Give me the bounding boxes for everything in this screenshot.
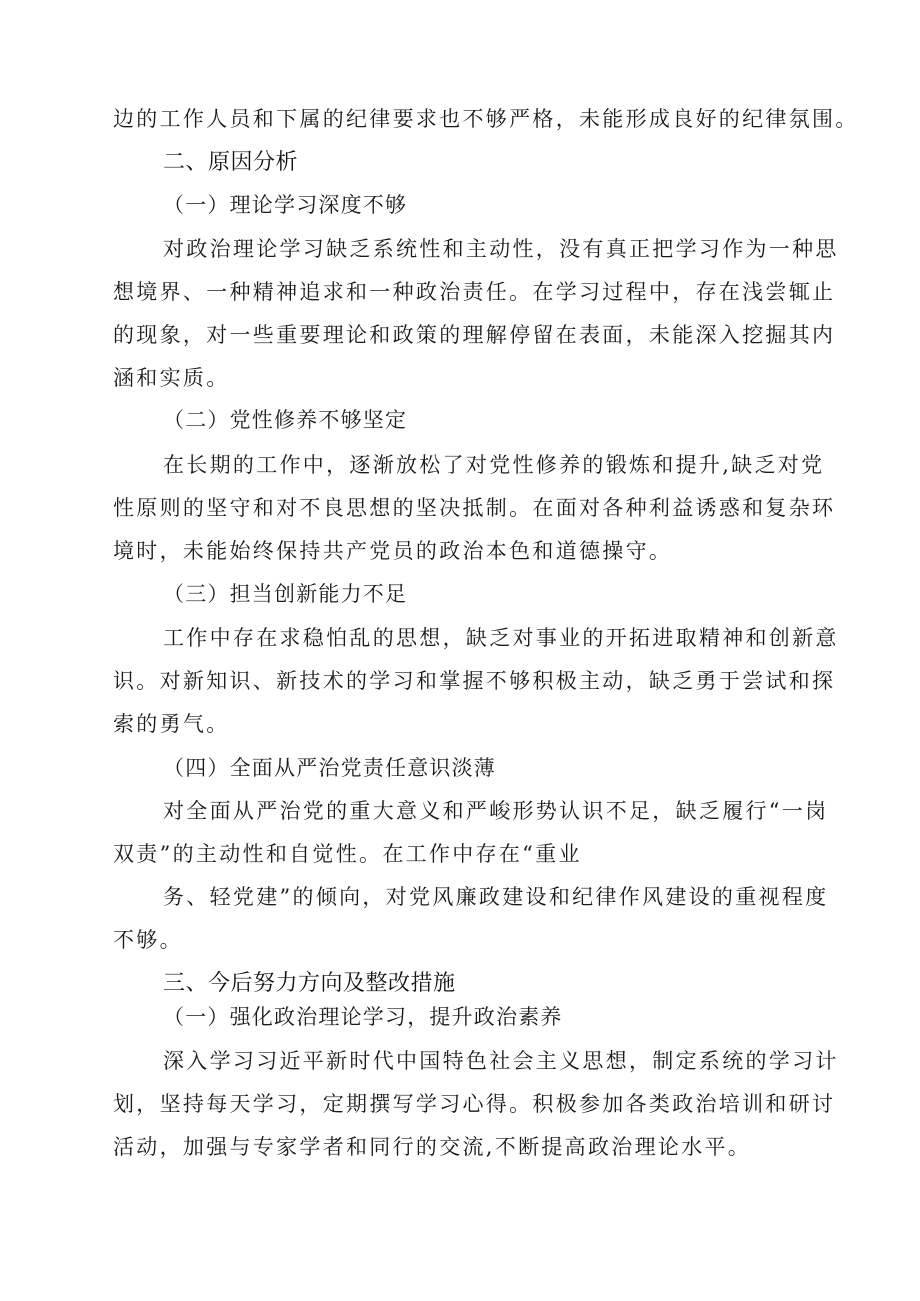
body-line: 的现象，对一些重要理论和政策的理解停留在表面，未能深入挖掘其内 (113, 323, 836, 347)
body-line: 对政治理论学习缺乏系统性和主动性，没有真正把学习作为一种思 (163, 237, 839, 261)
body-line: 活动，加强与专家学者和同行的交流,不断提高政治理论水平。 (113, 1135, 752, 1159)
subsection-heading: （四）全面从严治党责任意识淡薄 (163, 756, 496, 780)
body-line: 工作中存在求稳怕乱的思想，缺乏对事业的开拓进取精神和创新意 (163, 626, 839, 650)
subsection-heading: （一）强化政治理论学习，提升政治素养 (163, 1005, 563, 1029)
body-line: 不够。 (113, 928, 183, 952)
body-line: 边的工作人员和下属的纪律要求也不够严格，未能形成良好的纪律氛围。 (113, 107, 859, 131)
body-line: 划，坚持每天学习，定期撰写学习心得。积极参加各类政治培训和研讨 (113, 1092, 836, 1116)
subsection-heading: （一）理论学习深度不够 (163, 193, 408, 217)
body-line: 索的勇气。 (113, 712, 230, 736)
body-line: 性原则的坚守和对不良思想的坚决抵制。在面对各种利益诱惑和复杂环 (113, 496, 836, 520)
body-line: 深入学习习近平新时代中国特色社会主义思想，制定系统的学习计 (163, 1049, 839, 1073)
subsection-heading: （三）担当创新能力不足 (163, 582, 408, 606)
section-heading: 三、今后努力方向及整改措施 (163, 971, 456, 996)
section-heading: 二、原因分析 (163, 150, 299, 175)
body-line: 务、轻党建”的倾向，对党风廉政建设和纪律作风建设的重视程度 (163, 885, 829, 909)
body-line: 对全面从严治党的重大意义和严峻形势认识不足，缺乏履行“一岗 (163, 799, 829, 823)
subsection-heading: （二）党性修养不够坚定 (163, 408, 408, 432)
body-line: 境时，未能始终保持共产党员的政治本色和道德操守。 (113, 539, 673, 563)
body-line: 涵和实质。 (113, 366, 230, 390)
body-line: 识。对新知识、新技术的学习和掌握不够积极主动，缺乏勇于尝试和探 (113, 669, 836, 693)
body-line: 在长期的工作中，逐渐放松了对党性修养的锻炼和提升,缺乏对党 (163, 453, 825, 477)
body-line: 双责”的主动性和自觉性。在工作中存在“重业 (113, 842, 582, 866)
body-line: 想境界、一种精神追求和一种政治责任。在学习过程中，存在浅尝辄止 (113, 280, 836, 304)
